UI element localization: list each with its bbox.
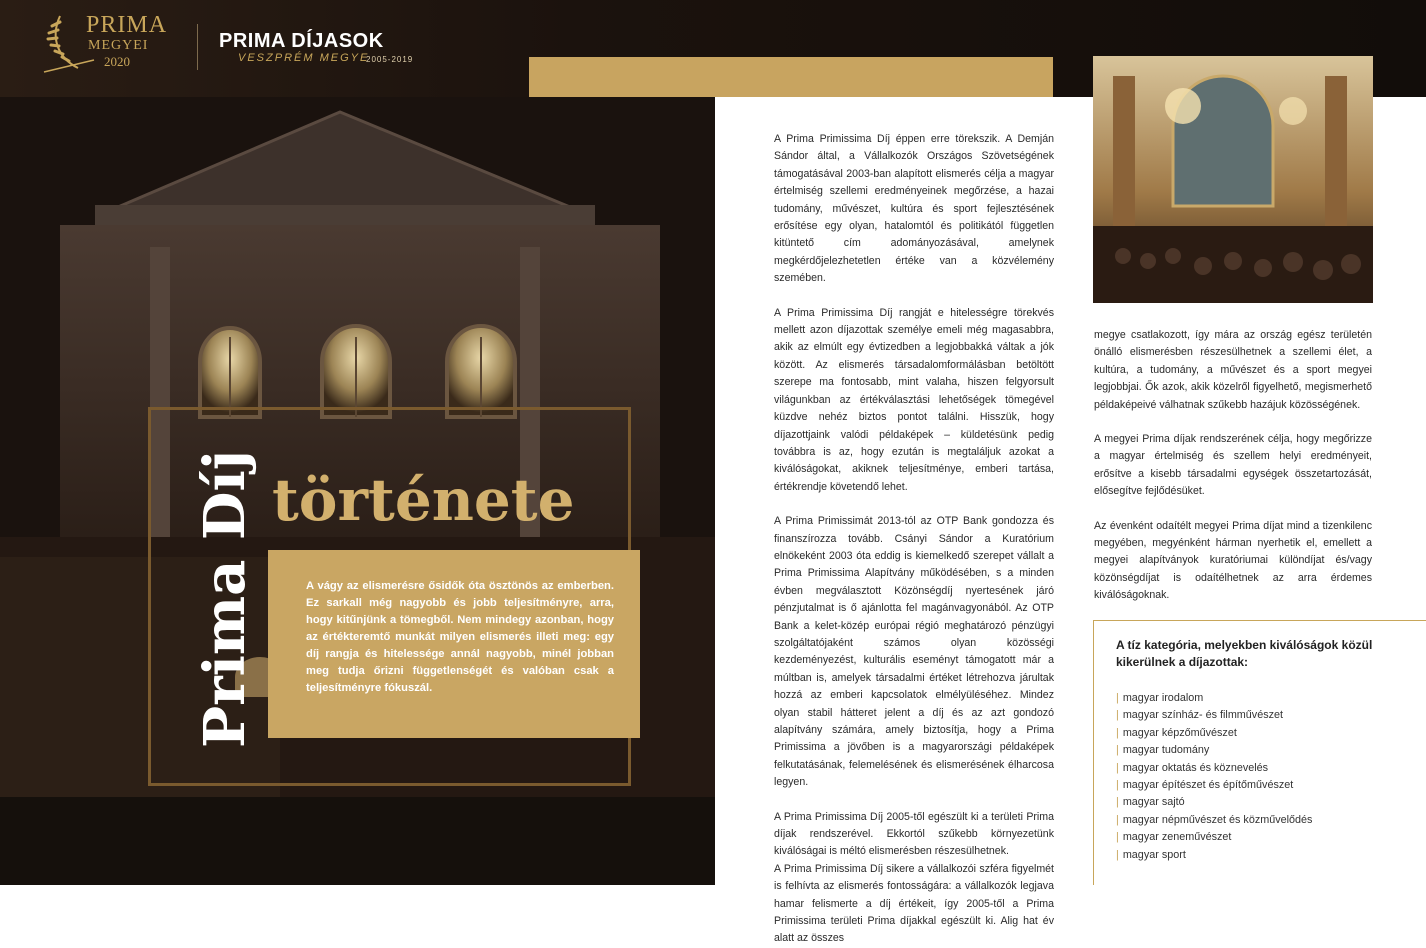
header-years: 2005-2019 <box>366 55 414 64</box>
prima-megyei-logo <box>38 8 178 78</box>
article-column-1 <box>774 131 1054 948</box>
paragraph: A Prima Primissima Díj sikere a vállalkozói szféra figyelmét is felhívta az elismerés fontosságára: a vállalkozók legjava hamar felismerte a díj értékeit, így 2005-től a Prima Primissima területi Prima díjakkal egészült ki. Alig hat év alatt az összes <box>774 862 1054 945</box>
vertical-title: Prima Díj <box>192 449 258 748</box>
logo-word-megyei: MEGYEI <box>88 38 149 53</box>
paragraph: A Prima Primissimát 2013-tól az OTP Bank gondozza és finanszírozza tovább. Csányi Sándor a Kuratórium elnökeként 2003 óta eddig is kiemelkedő szerepet vállalt a Prima Primissima Alapítvány működésében, s a minden évben megválasztott Közönségdíj nyertesének járó pénzjutalmat is ő ajánlotta fel magánvagyonából. Az OTP Bank a kelet-közép európai régió meghatározó pénzügyi szolgáltatójaként számos olyan közösségi kezdeményezést, kulturális eseményt támogatott már a múltban is, amelyek társadalmi értéket létrehozva járultak hozzá az emberi kapcsolatok elmélyüléséhez. Mindez olyan stabil hátteret jelent a díj és az azt gondozó alapítvány számára, amely biztosítja, hogy a Prima Primissima a jövőben is a magyarországi példaképek felkutatásának, felemelésének és elismerésének élharcosa legyen. <box>774 515 1054 789</box>
list-item: | magyar népművészet és közművelődés <box>1116 813 1313 826</box>
header-divider <box>197 24 198 70</box>
list-item: | magyar tudomány <box>1116 744 1210 757</box>
feature-title: története <box>272 466 575 534</box>
paragraph: megye csatlakozott, így mára az ország egész területén önálló elismerésben részesülhetnek a szellemi élet, a kultúra, a tudomány, a művészet és a sport megyei legjobbjai. Ők azok, akik közelről figyelhető, megismerhető példaképeivé válhatnak szűkebb hazájuk közösségének. <box>1094 329 1372 411</box>
logo-word-prima: PRIMA <box>86 12 168 38</box>
categories-box <box>1093 620 1426 885</box>
list-item: | magyar sport <box>1116 848 1186 861</box>
list-item: | magyar irodalom <box>1116 692 1204 704</box>
ceremony-hall-photo <box>1093 56 1373 303</box>
paragraph: A megyei Prima díjak rendszerének célja, hogy megőrizze a magyar értelmiség és szellem helyi eredményeit, erősítve a kisebb társadalmi egységek összetartozását, elősegítve fejlődésüket. <box>1094 433 1372 498</box>
paragraph: Az évenként odaítélt megyei Prima díjat mind a tizenkilenc megyében, megyénként hárman nyerhetik el, emellett a megyei alapítványok kuratóriumai különdíjat és/vagy közönségdíjat is odaítélhetnek az arra érdemes kiválóságoknak. <box>1094 519 1372 602</box>
list-item: | magyar zeneművészet <box>1116 831 1232 844</box>
list-item: | magyar képzőművészet <box>1116 726 1237 739</box>
categories-title: A tíz kategória, melyekben kiválóságok közül kikerülnek a díjazottak: <box>1116 638 1373 669</box>
gold-header-bar <box>529 57 1053 97</box>
categories-list <box>1116 690 1312 864</box>
intro-box <box>268 550 640 738</box>
list-item: | magyar sajtó <box>1116 796 1185 809</box>
logo-year: 2020 <box>104 54 130 69</box>
list-item: | magyar oktatás és köznevelés <box>1116 761 1269 774</box>
header-title: PRIMA DÍJASOK <box>219 30 384 52</box>
intro-text: A vágy az elismerésre ősidők óta ösztönös az emberben. Ez sarkall még nagyobb és jobb teljesítményre, arra, hogy kitűnjünk a tömegből. Nem mindegy azonban, hogy az értékteremtő munkát milyen elismerés illeti meg: egy díj rangja és hitelessége annál nagyobb, minél jobban meg tudja őrizni függetlenségét és valóban csak a teljesítményre fókuszál. <box>306 580 614 694</box>
article-column-2 <box>1094 327 1372 622</box>
paragraph: A Prima Primissima Díj 2005-től egészült ki a területi Prima díjak rendszerével. Ekkortól szűkebb környezetünk kiválóságai is méltó elismerésben részesülhetnek. <box>774 810 1054 858</box>
list-item: | magyar építészet és építőművészet <box>1116 779 1294 792</box>
header-subtitle: VESZPRÉM MEGYE <box>238 52 370 64</box>
paragraph: A Prima Primissima Díj rangját e hitelességre törekvés mellett azon díjazottak személye emeli még magasabbra, akik az elmúlt egy évtizedben a legjobbakká váltak a jók között. Az elismerés társadalomformálásban betöltött szerepe ma fontosabb, mint valaha, hiszen felgyorsult világunkban az értékválasztási lehetőségek tömegével küzdve nehéz biztos pontot találni. Hisszük, hogy díjazottjaink valódi példaképek – küldetésünk pedig továbbra is az, hogy ezután is megtaláljuk azokat a kiválóságokat, akiknek teljesítménye, emberi tartása, értékrendje követendő lehet. <box>774 306 1054 493</box>
list-item: | magyar színház- és filmművészet <box>1116 709 1284 722</box>
paragraph: A Prima Primissima Díj éppen erre törekszik. A Demján Sándor által, a Vállalkozók Országos Szövetségének támogatásával 2003-ban alapított elismerés célja a magyar értelmiség szellemi eredményeinek megőrzése, a hazai tudomány, művészet, kultúra és sport fejlesztésének erősítése egy olyan, hatalomtól és politikától független kitüntető cím adományozásával, amelynek megkérdőjelezhetetlen értéke van a közvélemény szemében. <box>774 133 1054 285</box>
